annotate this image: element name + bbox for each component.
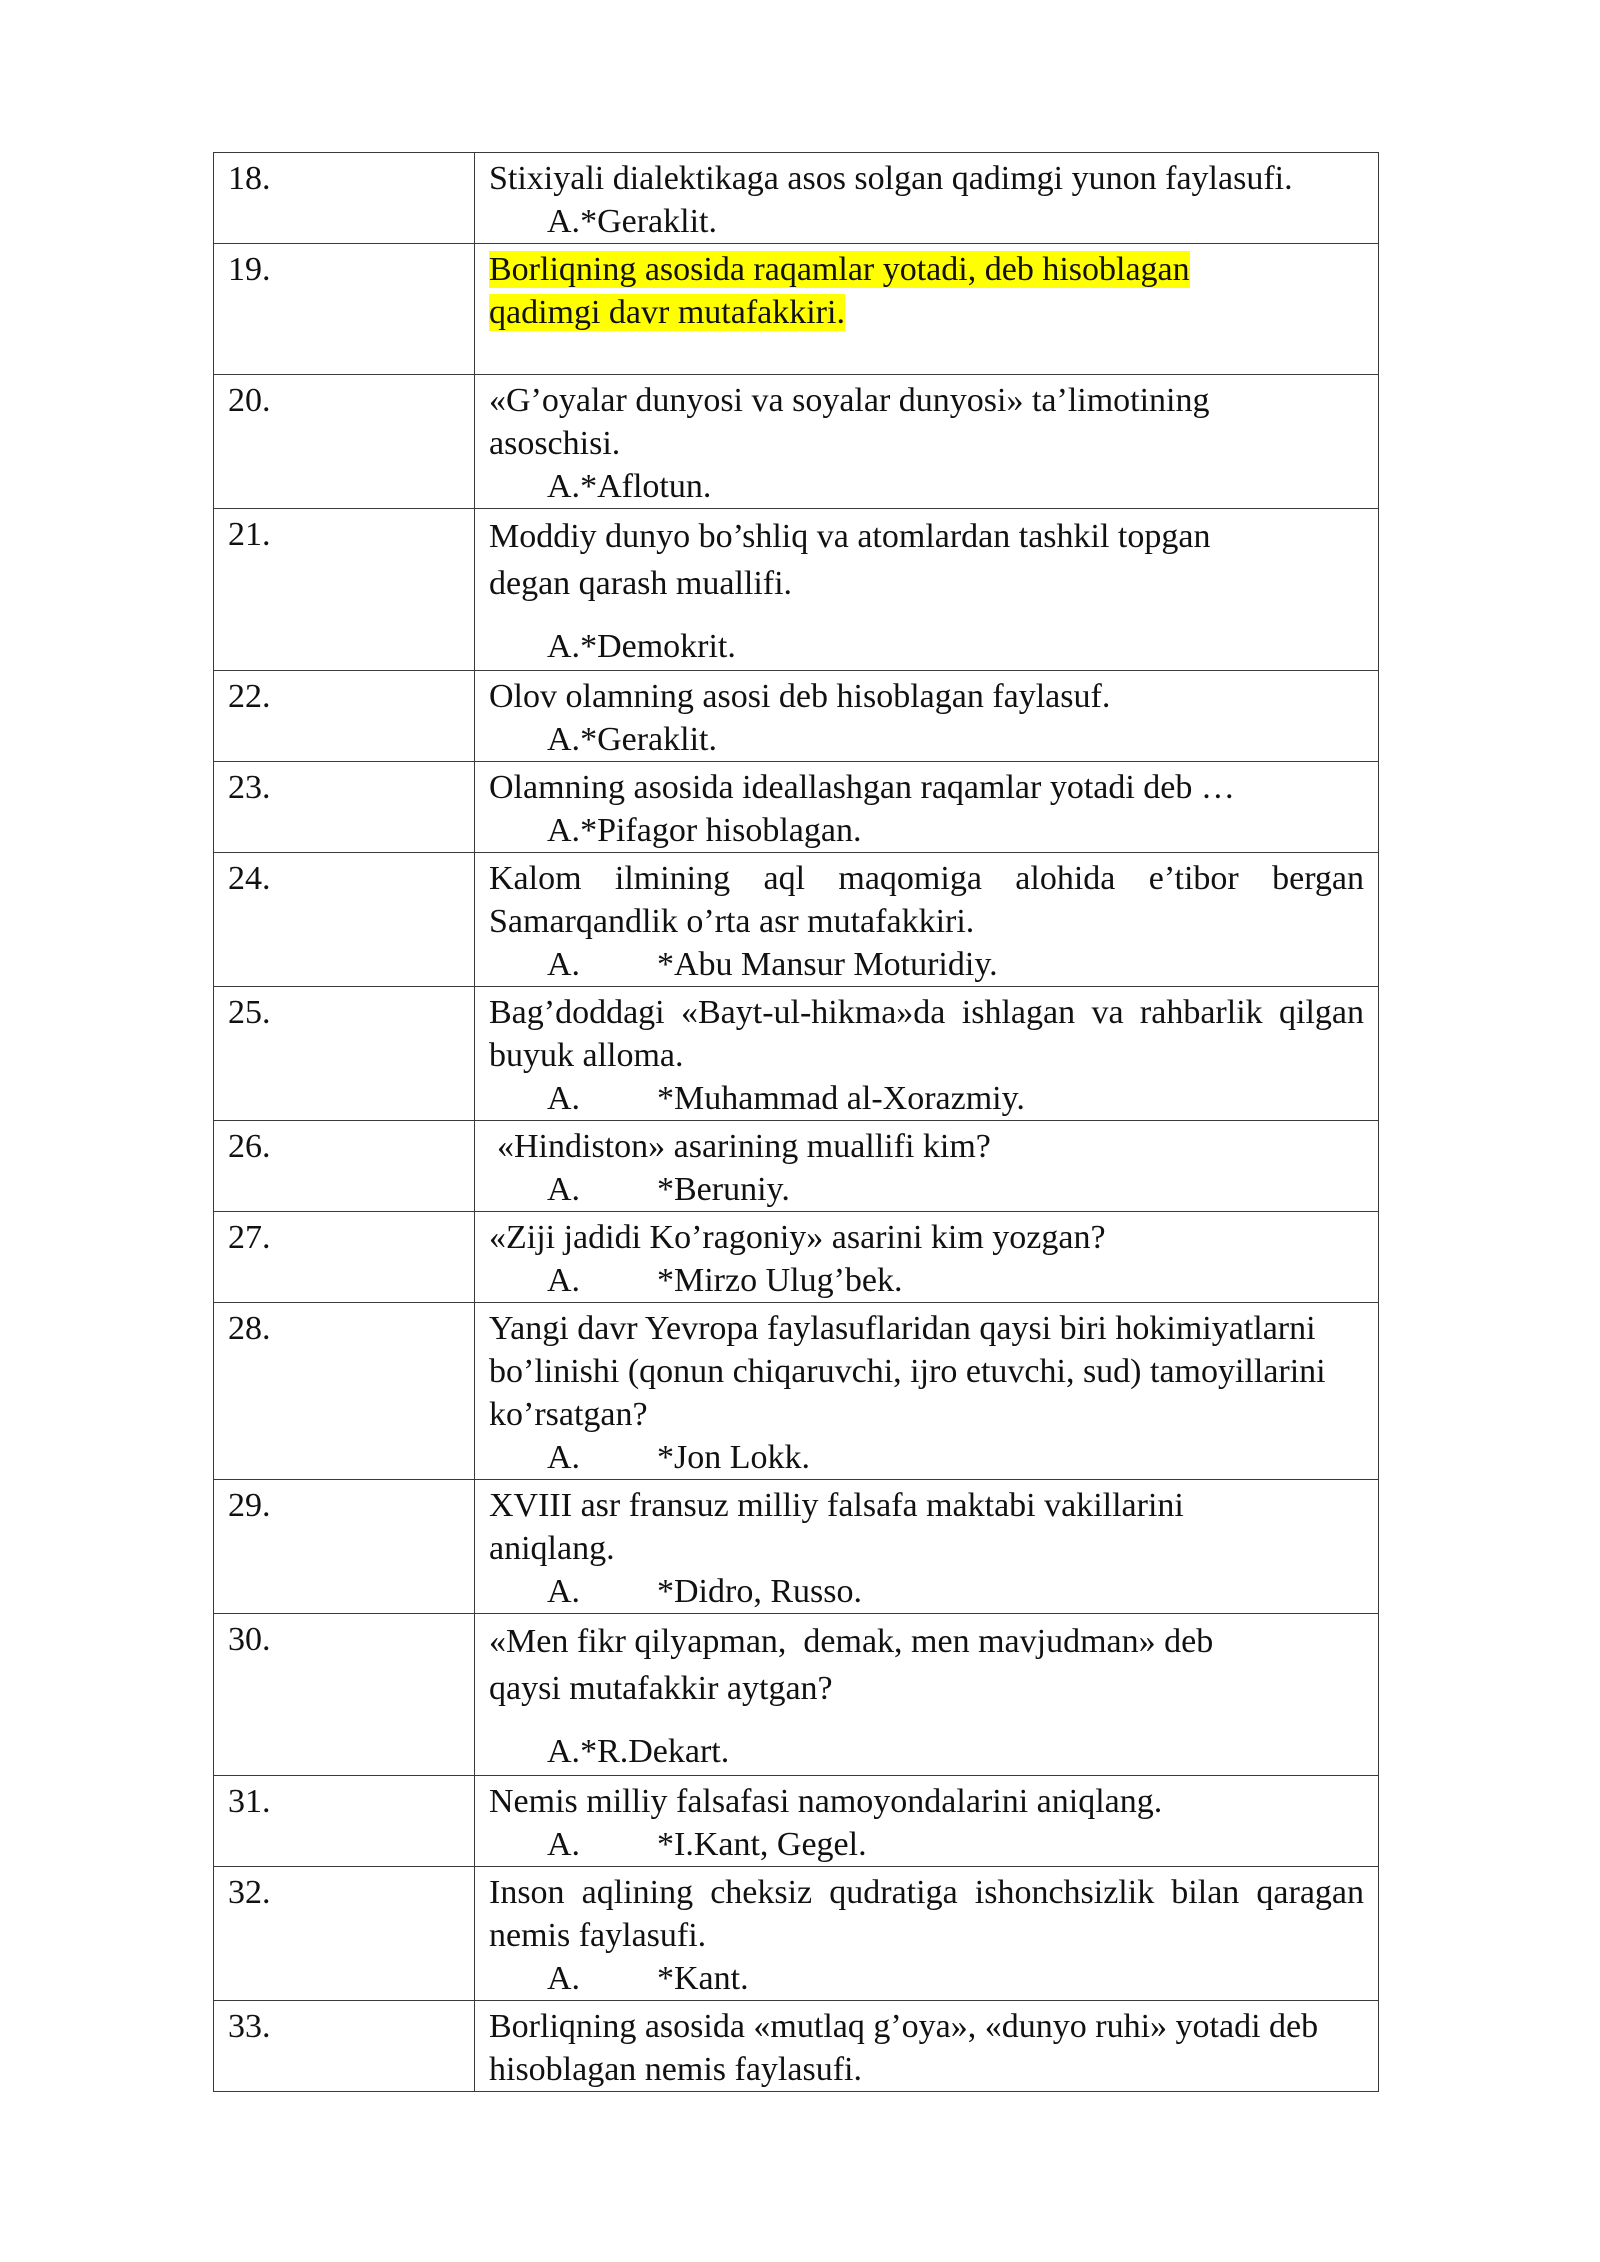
question-text: Inson aqlining cheksiz qudratiga ishonchsizlik bilan qaragan nemis faylasufi.	[489, 1874, 1364, 1954]
question-cell	[475, 375, 1379, 509]
table-row	[214, 153, 1379, 244]
question-cell	[475, 853, 1379, 987]
answer-letter: A.	[547, 1960, 581, 1997]
question-text: Moddiy dunyo bo’shliq va atomlardan tashkil topgan degan qarash muallifi.	[489, 518, 1211, 602]
question-cell	[475, 509, 1379, 671]
answer-line	[489, 943, 1364, 986]
answer-text: *Mirzo Ulug’bek.	[657, 1262, 903, 1299]
question-cell	[475, 1614, 1379, 1776]
question-cell	[475, 1867, 1379, 2001]
question-cell	[475, 671, 1379, 762]
question-number: 30.	[214, 1614, 475, 1776]
highlighted-text: qadimgi davr mutafakkiri.	[489, 294, 845, 331]
spacer	[489, 607, 1364, 625]
answer-text: *Muhammad al-Xorazmiy.	[657, 1080, 1025, 1117]
answer-letter: A.	[547, 812, 581, 849]
table-row	[214, 762, 1379, 853]
question-text-line-2	[489, 291, 1364, 334]
answer-line	[489, 1436, 1364, 1479]
answer-text: *R.Dekart.	[580, 1733, 730, 1770]
question-text: Borliqning asosida «mutlaq g’oya», «dunyo ruhi» yotadi deb hisoblagan nemis faylasufi.	[489, 2008, 1319, 2088]
spacer	[489, 1712, 1364, 1730]
question-number: 25.	[214, 987, 475, 1121]
question-text: Nemis milliy falsafasi namoyondalarini aniqlang.	[489, 1783, 1163, 1820]
question-text: «Hindiston» asarining muallifi kim?	[497, 1128, 991, 1165]
question-cell	[475, 987, 1379, 1121]
question-text: Olamning asosida ideallashgan raqamlar yotadi deb …	[489, 769, 1235, 806]
question-text: XVIII asr fransuz milliy falsafa maktabi vakillarini aniqlang.	[489, 1487, 1184, 1567]
answer-text: *I.Kant, Gegel.	[657, 1826, 867, 1863]
answer-line	[489, 1823, 1364, 1866]
question-text: Kalom ilmining aql maqomiga alohida e’tibor bergan Samarqandlik o’rta asr mutafakkiri.	[489, 860, 1364, 940]
question-text: Bag’doddagi «Bayt-ul-hikma»da ishlagan va rahbarlik qilgan buyuk alloma.	[489, 994, 1364, 1074]
answer-text: *Abu Mansur Moturidiy.	[657, 946, 998, 983]
table-row	[214, 1303, 1379, 1480]
question-number: 24.	[214, 853, 475, 987]
answer-text: *Didro, Russo.	[657, 1573, 862, 1610]
question-text: Yangi davr Yevropa faylasuflaridan qaysi biri hokimiyatlarni bo’linishi (qonun chiqaruvchi, ijro etuvchi, sud) tamoyillarini ko’rsatgan?	[489, 1310, 1326, 1433]
answer-text: *Geraklit.	[580, 721, 717, 758]
question-text: Olov olamning asosi deb hisoblagan faylasuf.	[489, 678, 1111, 715]
answer-line	[489, 1957, 1364, 2000]
answer-line	[489, 718, 1364, 761]
table-row	[214, 671, 1379, 762]
answer-letter: A.	[547, 1826, 581, 1863]
answer-letter: A.	[547, 1439, 581, 1476]
question-number: 18.	[214, 153, 475, 244]
table-row	[214, 1867, 1379, 2001]
table-row	[214, 1614, 1379, 1776]
question-text: «Ziji jadidi Ko’ragoniy» asarini kim yozgan?	[489, 1219, 1106, 1256]
table-row	[214, 2001, 1379, 2092]
answer-line	[489, 625, 1364, 668]
question-cell	[475, 1212, 1379, 1303]
table-row	[214, 375, 1379, 509]
question-cell	[475, 153, 1379, 244]
answer-line	[489, 1570, 1364, 1613]
answer-line	[489, 465, 1364, 508]
table-row	[214, 509, 1379, 671]
table-row	[214, 1212, 1379, 1303]
answer-text: *Aflotun.	[580, 468, 712, 505]
question-number: 21.	[214, 509, 475, 671]
answer-text: *Kant.	[657, 1960, 749, 1997]
answer-letter: A.	[547, 628, 581, 665]
question-table	[213, 152, 1379, 2092]
question-text: «G’oyalar dunyosi va soyalar dunyosi» ta’limotining asoschisi.	[489, 382, 1210, 462]
table-row	[214, 244, 1379, 375]
table-row	[214, 987, 1379, 1121]
question-cell	[475, 2001, 1379, 2092]
answer-letter: A.	[547, 1733, 581, 1770]
answer-letter: A.	[547, 203, 581, 240]
answer-text: *Jon Lokk.	[657, 1439, 810, 1476]
question-number: 29.	[214, 1480, 475, 1614]
table-row	[214, 1121, 1379, 1212]
question-text: Stixiyali dialektikaga asos solgan qadimgi yunon faylasufi.	[489, 160, 1293, 197]
table-row	[214, 1776, 1379, 1867]
question-text-line-1	[489, 248, 1364, 291]
question-cell	[475, 762, 1379, 853]
answer-text: *Demokrit.	[580, 628, 736, 665]
question-cell	[475, 1480, 1379, 1614]
answer-letter: A.	[547, 946, 581, 983]
highlighted-text: Borliqning asosida raqamlar yotadi, deb hisoblagan	[489, 251, 1190, 288]
table-row	[214, 853, 1379, 987]
answer-letter: A.	[547, 1171, 581, 1208]
question-number: 26.	[214, 1121, 475, 1212]
question-number: 23.	[214, 762, 475, 853]
question-cell	[475, 1303, 1379, 1480]
answer-letter: A.	[547, 721, 581, 758]
answer-line	[489, 1168, 1364, 1211]
answer-line	[489, 809, 1364, 852]
answer-letter: A.	[547, 1262, 581, 1299]
answer-letter: A.	[547, 1080, 581, 1117]
question-number: 31.	[214, 1776, 475, 1867]
answer-line	[489, 1077, 1364, 1120]
question-number: 32.	[214, 1867, 475, 2001]
question-cell	[475, 244, 1379, 375]
question-cell	[475, 1776, 1379, 1867]
question-number: 19.	[214, 244, 475, 375]
table-row	[214, 1480, 1379, 1614]
answer-letter: A.	[547, 468, 581, 505]
answer-text: *Pifagor hisoblagan.	[580, 812, 862, 849]
question-number: 28.	[214, 1303, 475, 1480]
question-number: 27.	[214, 1212, 475, 1303]
answer-line	[489, 1730, 1364, 1773]
question-cell	[475, 1121, 1379, 1212]
answer-line	[489, 1259, 1364, 1302]
question-number: 20.	[214, 375, 475, 509]
question-number: 22.	[214, 671, 475, 762]
answer-text: *Beruniy.	[657, 1171, 790, 1208]
question-number: 33.	[214, 2001, 475, 2092]
answer-text: *Geraklit.	[580, 203, 717, 240]
question-text: «Men fikr qilyapman, demak, men mavjudman» deb qaysi mutafakkir aytgan?	[489, 1623, 1222, 1707]
answer-letter: A.	[547, 1573, 581, 1610]
answer-line	[489, 200, 1364, 243]
